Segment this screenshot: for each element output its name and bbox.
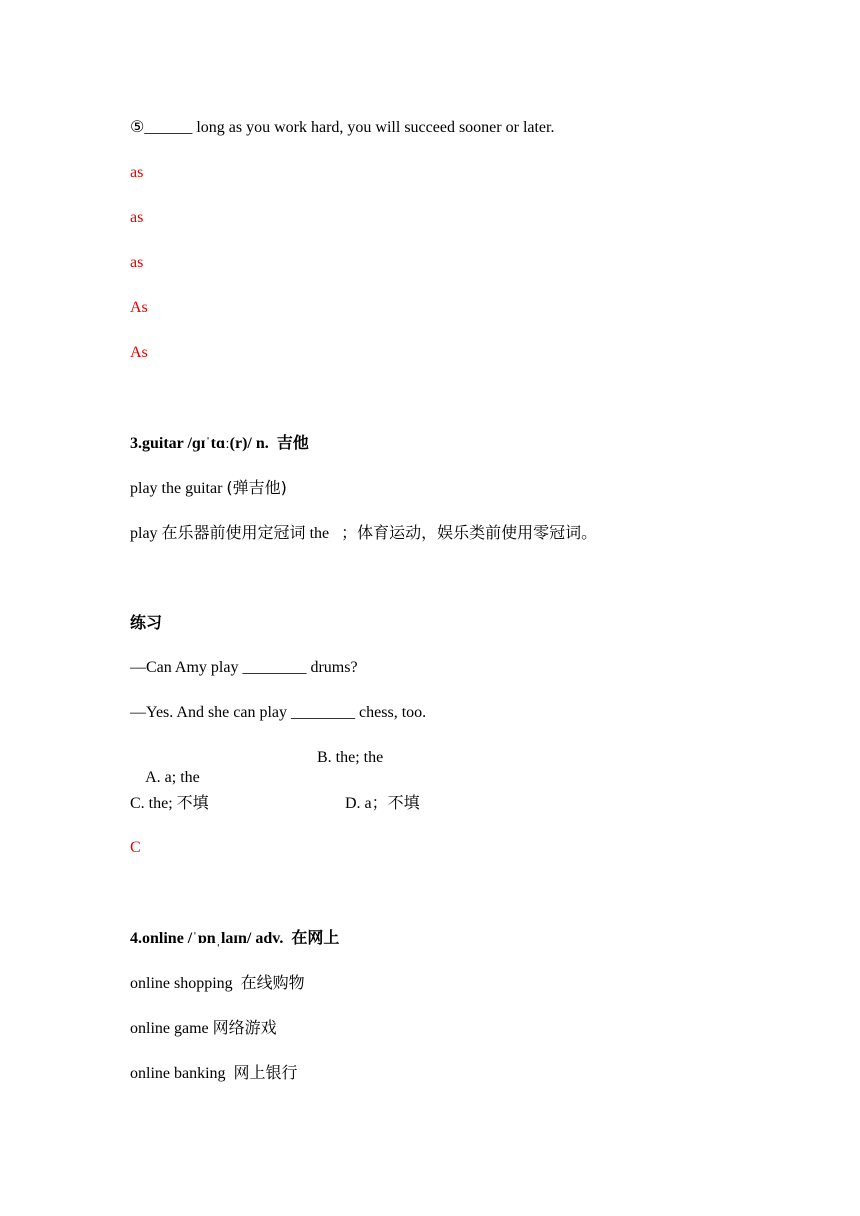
answer-line: as <box>130 209 144 226</box>
option-c <box>130 793 209 814</box>
entry-online-heading-cn: 在网上 <box>291 928 340 947</box>
online-item-en: online shopping <box>130 975 241 992</box>
answer-line: as <box>130 254 144 271</box>
answer-line: As <box>130 299 148 316</box>
option-b: B. the; the <box>317 749 384 766</box>
exercise-title: 练习 <box>130 613 163 632</box>
guitar-rule <box>130 523 597 544</box>
option-c-en: C. the; <box>130 795 177 812</box>
exercise-line-2: —Yes. And she can play ________ chess, too. <box>130 704 427 721</box>
answer-line: as <box>130 164 144 181</box>
guitar-rule-cn1: 在乐器前使用定冠词 <box>161 523 306 542</box>
online-item <box>130 973 305 994</box>
online-item-en: online game <box>130 1020 213 1037</box>
online-item <box>130 1018 277 1039</box>
guitar-phrase-en: play the guitar <box>130 480 227 497</box>
entry-guitar-heading-en: 3.guitar /ɡɪˈtɑː(r)/ n. <box>130 435 269 452</box>
option-d <box>345 793 420 814</box>
question-5: ⑤______ long as you work hard, you will succeed sooner or later. <box>130 119 555 136</box>
entry-guitar-heading <box>130 433 309 454</box>
option-c-cn: 不填 <box>176 793 209 812</box>
online-item-cn: 在线购物 <box>240 973 305 992</box>
online-item-en: online banking <box>130 1065 234 1082</box>
answer-line: As <box>130 344 148 361</box>
exercise-line-1: —Can Amy play ________ drums? <box>130 659 358 676</box>
entry-guitar-heading-cn: 吉他 <box>276 433 309 452</box>
guitar-rule-cn2: ；体育运动，娱乐类前使用零冠词。 <box>341 523 598 542</box>
exercise-answer: C <box>130 839 141 856</box>
online-item <box>130 1063 298 1084</box>
guitar-phrase <box>130 478 287 499</box>
option-d-en: D. a <box>345 795 372 812</box>
guitar-phrase-cn: (弹吉他) <box>226 478 287 497</box>
guitar-rule-en1: play <box>130 525 162 542</box>
option-a: A. a; the <box>145 769 200 786</box>
online-item-cn: 网络游戏 <box>212 1018 277 1037</box>
options-row-ab <box>130 748 730 808</box>
guitar-rule-en2: the <box>305 525 342 542</box>
entry-online-heading <box>130 928 339 949</box>
entry-online-heading-en: 4.online /ˈɒnˌlaɪn/ adv. <box>130 930 284 947</box>
option-d-cn: ；不填 <box>371 793 420 812</box>
online-item-cn: 网上银行 <box>233 1063 298 1082</box>
